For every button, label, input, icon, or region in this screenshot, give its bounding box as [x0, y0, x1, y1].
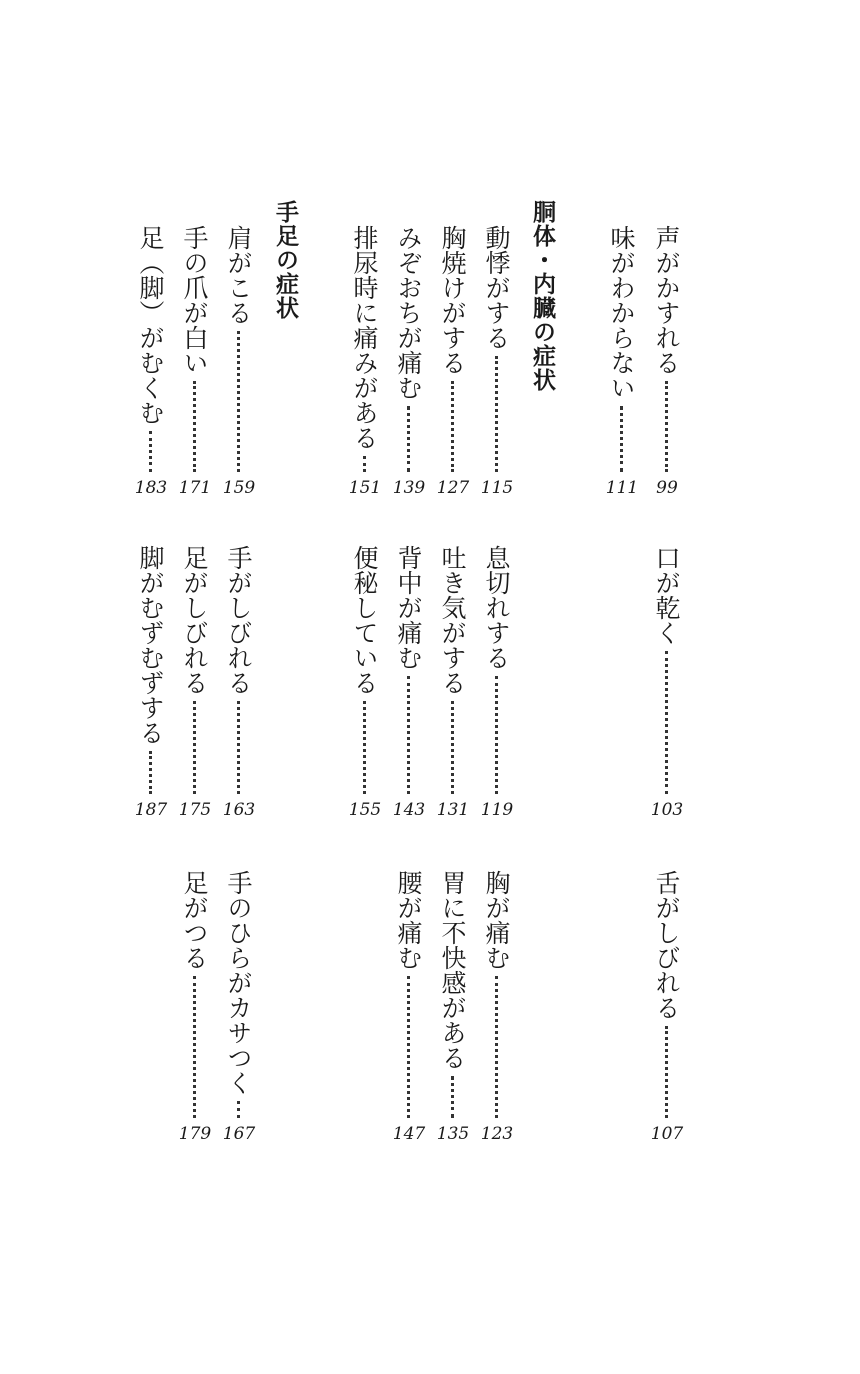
leader-dots — [149, 751, 152, 794]
toc-entry-title: 足がしびれる — [180, 545, 209, 695]
toc-entry-title: 吐き気がする — [438, 545, 467, 695]
leader-dots — [495, 976, 498, 1118]
page-number: 159 — [222, 478, 256, 498]
toc-entry-title: 脚がむずむずする — [136, 545, 165, 745]
page-number: 119 — [480, 800, 514, 820]
leader-dots — [407, 976, 410, 1118]
page-number: 163 — [222, 800, 256, 820]
leader-dots — [407, 676, 410, 794]
toc-entry-title: みぞおちが痛む — [394, 225, 423, 400]
toc-entry-title: 便秘している — [350, 545, 379, 695]
page-number: 179 — [178, 1124, 212, 1144]
page-number: 183 — [134, 478, 168, 498]
leader-dots — [363, 456, 366, 472]
toc-entry-title: 背中が痛む — [394, 545, 423, 670]
toc-entry-title: 味がわからない — [607, 225, 636, 400]
leader-dots — [495, 676, 498, 794]
leader-dots — [451, 701, 454, 794]
toc-entry-title: 舌がしびれる — [652, 870, 681, 1020]
leader-dots — [149, 431, 152, 472]
toc-entry-title: 排尿時に痛みがある — [350, 225, 379, 450]
leader-dots — [193, 381, 196, 472]
page-number: 147 — [392, 1124, 426, 1144]
section-heading: 手足の症状 — [272, 200, 298, 320]
leader-dots — [363, 701, 366, 794]
page-number: 187 — [134, 800, 168, 820]
page-number: 143 — [392, 800, 426, 820]
page-number: 127 — [436, 478, 470, 498]
toc-entry-title: 胃に不快感がある — [438, 870, 467, 1070]
leader-dots — [237, 1101, 240, 1118]
page-number: 99 — [656, 478, 678, 498]
leader-dots — [193, 976, 196, 1118]
toc-entry-title: 息切れする — [482, 545, 511, 670]
toc-entry-title: 肩がこる — [224, 225, 253, 325]
page-number: 135 — [436, 1124, 470, 1144]
toc-entry-title: 口が乾く — [652, 545, 681, 645]
toc-entry-title: 手のひらがカサつく — [224, 870, 253, 1095]
leader-dots — [193, 701, 196, 794]
leader-dots — [495, 356, 498, 472]
toc-entry-title: 声がかすれる — [652, 225, 681, 375]
toc-entry-title: 手の爪が白い — [180, 225, 209, 375]
toc-entry-title: 足がつる — [180, 870, 209, 970]
page-number: 131 — [436, 800, 470, 820]
page-number: 115 — [480, 478, 514, 498]
page-number: 167 — [222, 1124, 256, 1144]
page-number: 107 — [650, 1124, 684, 1144]
toc-entry-title: 腰が痛む — [394, 870, 423, 970]
page-number: 151 — [348, 478, 382, 498]
page-number: 123 — [480, 1124, 514, 1144]
toc-entry-title: 胸が痛む — [482, 870, 511, 970]
page-number: 155 — [348, 800, 382, 820]
leader-dots — [665, 1026, 668, 1118]
leader-dots — [237, 701, 240, 794]
page-number: 139 — [392, 478, 426, 498]
leader-dots — [407, 406, 410, 472]
page-number: 111 — [605, 478, 639, 498]
leader-dots — [237, 331, 240, 472]
leader-dots — [451, 1076, 454, 1118]
section-heading: 胴体・内臓の症状 — [529, 200, 555, 392]
page-number: 175 — [178, 800, 212, 820]
toc-entry-title: 手がしびれる — [224, 545, 253, 695]
toc-entry-title: 足（脚）がむくむ — [136, 225, 165, 425]
leader-dots — [620, 406, 623, 472]
toc-entry-title: 動悸がする — [482, 225, 511, 350]
leader-dots — [665, 381, 668, 472]
page-number: 103 — [650, 800, 684, 820]
toc-entry-title: 胸焼けがする — [438, 225, 467, 375]
leader-dots — [451, 381, 454, 472]
page-number: 171 — [178, 478, 212, 498]
leader-dots — [665, 651, 668, 794]
